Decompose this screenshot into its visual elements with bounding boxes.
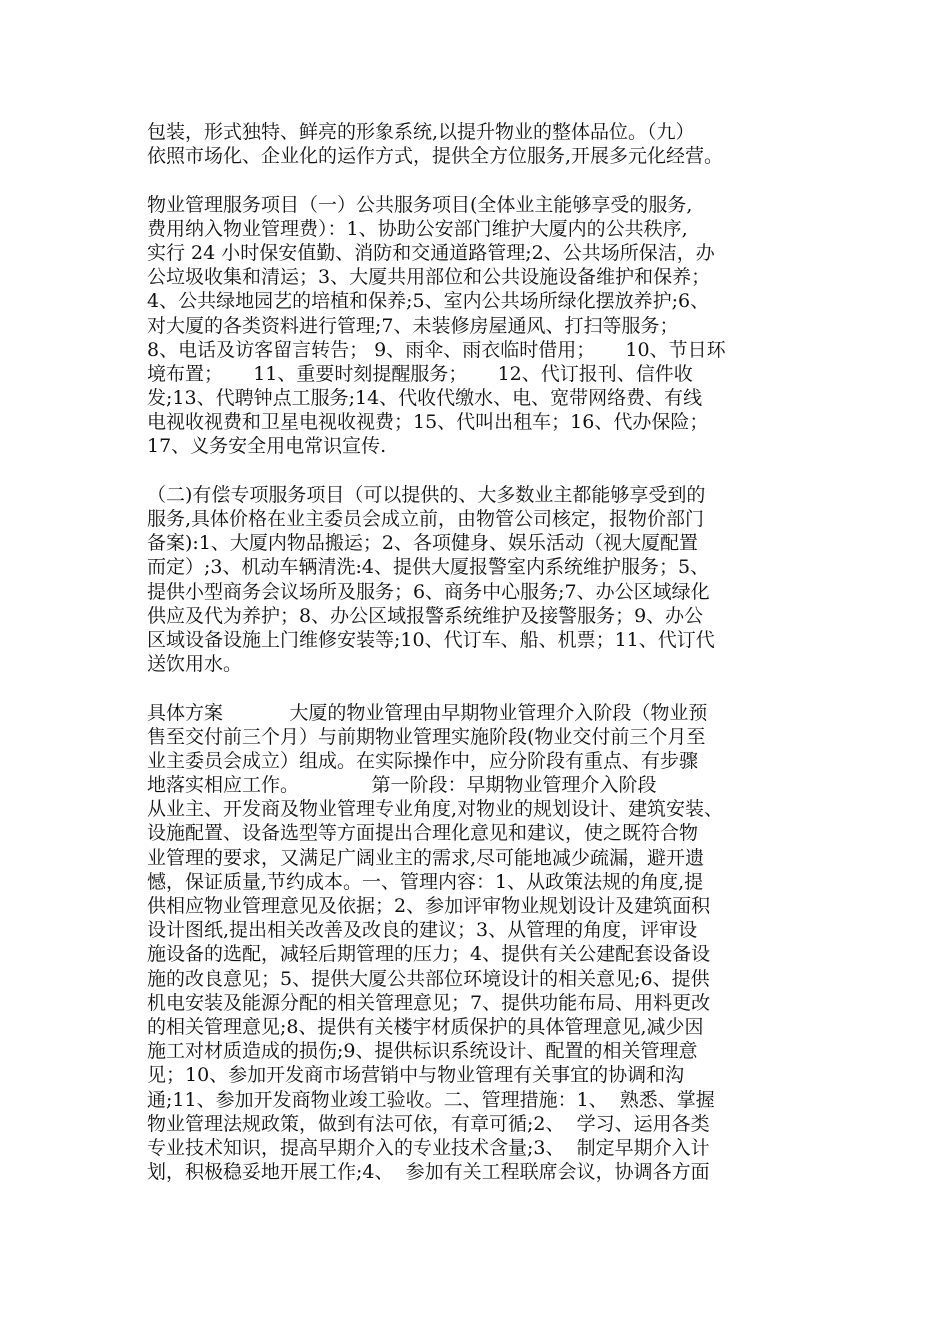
text-line: 依照市场化、企业化的运作方式，提供全方位服务,开展多元化经营。 — [147, 145, 724, 168]
text-line: 供应及代为养护；8、办公区域报警系统维护及接警服务；9、办公 — [147, 604, 704, 627]
text-line: 的相关管理意见;8、提供有关楼宇材质保护的具体管理意见,减少因 — [147, 1015, 704, 1038]
text-line: 4、公共绿地园艺的培植和保养;5、室内公共场所绿化摆放养护;6、 — [147, 290, 710, 313]
text-line: 憾，保证质量,节约成本。一、管理内容：1、从政策法规的角度,提 — [147, 870, 704, 893]
text-line: 对大厦的各类资料进行管理;7、未装修房屋通风、打扫等服务； — [147, 314, 679, 337]
paragraph-gap — [147, 676, 827, 700]
text-line: 物业管理服务项目（一）公共服务项目(全体业主能够享受的服务, — [147, 193, 693, 216]
text-line: 实行 24 小时保安值勤、消防和交通道路管理;2、公共场所保洁，办 — [147, 241, 715, 264]
text-line: 8、电话及访客留言转告； 9、雨伞、雨衣临时借用； 10、节日环 — [147, 338, 726, 361]
text-line: 费用纳入物业管理费）：1、协助公安部门维护大厦内的公共秩序, — [147, 217, 688, 240]
text-line: 17、义务安全用电常识宣传. — [147, 435, 387, 458]
text-line: 见；10、参加开发商市场营销中与物业管理有关事宜的协调和沟 — [147, 1064, 685, 1087]
text-line: 从业主、开发商及物业管理专业角度,对物业的规划设计、建筑安装、 — [147, 798, 724, 821]
paragraph-specific-plan — [147, 701, 827, 1185]
text-line: 送饮用水。 — [147, 653, 243, 676]
text-line: 发;13、代聘钟点工服务;14、代收代缴水、电、宽带网络费、有线 — [147, 387, 703, 410]
document-body — [147, 120, 827, 1184]
text-line: 划，积极稳妥地开展工作;4、 参加有关工程联席会议，协调各方面 — [147, 1161, 710, 1184]
paragraph-gap — [147, 168, 827, 192]
paragraph-paid-services — [147, 483, 827, 677]
text-line: 提供小型商务会议场所及服务；6、商务中心服务;7、办公区域绿化 — [147, 580, 710, 603]
text-line: 业主委员会成立）组成。在实际操作中，应分阶段有重点、有步骤 — [147, 749, 699, 772]
text-line: 设施配置、设备选型等方面提出合理化意见和建议，使之既符合物 — [147, 822, 699, 845]
text-line: 区域设备设施上门维修安装等;10、代订车、船、机票；11、代订代 — [147, 628, 715, 651]
text-line: 专业技术知识，提高早期介入的专业技术含量;3、 制定早期介入计 — [147, 1136, 710, 1159]
text-line: 设计图纸,提出相关改善及改良的建议；3、从管理的角度，评审设 — [147, 919, 698, 942]
paragraph-public-services — [147, 193, 827, 459]
paragraph-service-principle — [147, 120, 827, 168]
text-line: 而定）;3、机动车辆清洗:4、提供大厦报警室内系统维护服务；5、 — [147, 556, 710, 579]
text-line: 物业管理法规政策，做到有法可依，有章可循;2、 学习、运用各类 — [147, 1112, 710, 1135]
text-line: 业管理的要求，又满足广阔业主的需求,尽可能地减少疏漏，避开遗 — [147, 846, 705, 869]
text-line: 通;11、参加开发商物业竣工验收。二、管理措施：1、 熟悉、掌握 — [147, 1088, 715, 1111]
text-line: 施工对材质造成的损伤;9、提供标识系统设计、配置的相关管理意 — [147, 1040, 698, 1063]
text-line: 服务,具体价格在业主委员会成立前，由物管公司核定，报物价部门 — [147, 508, 705, 530]
text-line: 具体方案 大厦的物业管理由早期物业管理介入阶段（物业预 — [147, 701, 708, 724]
text-line: 施设备的选配，减轻后期管理的压力；4、提供有关公建配套设备设 — [147, 943, 711, 966]
text-line: 备案):1、大厦内物品搬运；2、各项健身、娱乐活动（视大厦配置 — [147, 532, 698, 555]
text-line: （二)有偿专项服务项目（可以提供的、大多数业主都能够享受到的 — [147, 483, 706, 506]
text-line: 电视收视费和卫星电视收视费；15、代叫出租车；16、代办保险； — [147, 411, 709, 434]
text-line: 供相应物业管理意见及依据；2、参加评审物业规划设计及建筑面积 — [147, 895, 711, 917]
text-line: 机电安装及能源分配的相关管理意见；7、提供功能布局、用料更改 — [147, 991, 711, 1014]
text-line: 境布置； 11、重要时刻提醒服务； 12、代订报刊、信件收 — [147, 362, 693, 385]
text-line: 售至交付前三个月）与前期物业管理实施阶段(物业交付前三个月至 — [147, 725, 706, 748]
text-line: 包装，形式独特、鲜亮的形象系统,以提升物业的整体品位。（九） — [147, 121, 695, 143]
text-line: 地落实相应工作。 第一阶段：早期物业管理介入阶段 — [147, 774, 657, 797]
paragraph-gap — [147, 459, 827, 483]
text-line: 施的改良意见；5、提供大厦公共部位环境设计的相关意见;6、提供 — [147, 967, 710, 990]
text-line: 公垃圾收集和清运；3、大厦共用部位和公共设施设备维护和保养； — [147, 266, 711, 289]
